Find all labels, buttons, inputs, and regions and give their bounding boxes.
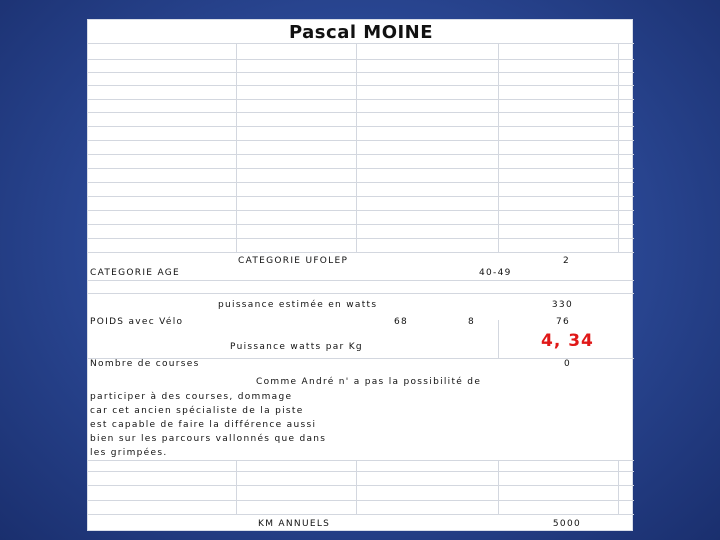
- grid-line: [88, 59, 634, 60]
- grid-line: [498, 320, 499, 358]
- spreadsheet: [87, 19, 633, 531]
- grid-line: [498, 43, 499, 252]
- grid-line: [88, 238, 634, 239]
- grid-line: [88, 514, 634, 515]
- grid-line: [88, 43, 634, 44]
- comment-line: participer à des courses, dommage: [90, 392, 293, 402]
- poids-value-a: 68: [394, 317, 409, 327]
- comment-line: car cet ancien spécialiste de la piste: [90, 406, 304, 416]
- grid-line: [88, 85, 634, 86]
- categorie-age-value: 40-49: [479, 268, 512, 278]
- grid-line: [88, 485, 634, 486]
- courses-label: Nombre de courses: [90, 359, 200, 369]
- grid-line: [88, 182, 634, 183]
- grid-line: [618, 460, 619, 514]
- grid-line: [88, 210, 634, 211]
- grid-line: [88, 72, 634, 73]
- categorie-ufolep-value: 2: [562, 256, 570, 266]
- grid-line: [356, 43, 357, 252]
- poids-label: POIDS avec Vélo: [90, 317, 184, 327]
- grid-line: [88, 280, 634, 281]
- grid-line: [88, 112, 634, 113]
- grid-line: [88, 252, 634, 253]
- grid-line: [88, 140, 634, 141]
- ratio-label: Puissance watts par Kg: [230, 342, 363, 352]
- grid-line: [236, 43, 237, 252]
- comment-line: est capable de faire la différence aussi: [90, 420, 317, 430]
- poids-value-b: 8: [468, 317, 476, 327]
- grid-line: [88, 99, 634, 100]
- puissance-label: puissance estimée en watts: [218, 300, 378, 310]
- categorie-ufolep-label: CATEGORIE UFOLEP: [238, 256, 349, 266]
- grid-line: [88, 154, 634, 155]
- grid-line: [356, 460, 357, 514]
- grid-line: [498, 460, 499, 514]
- grid-line: [88, 126, 634, 127]
- grid-line: [618, 43, 619, 252]
- comment-first-line: Comme André n' a pas la possibilité de: [256, 377, 482, 387]
- ratio-value: 4, 34: [541, 331, 594, 351]
- comment-line: les grimpées.: [90, 448, 168, 458]
- puissance-value: 330: [551, 300, 573, 310]
- grid-line: [88, 293, 634, 294]
- grid-line: [88, 224, 634, 225]
- grid-line: [88, 196, 634, 197]
- km-value: 5000: [552, 519, 581, 529]
- courses-value: 0: [563, 359, 571, 369]
- grid-line: [88, 500, 634, 501]
- page-title: Pascal MOINE: [288, 22, 434, 43]
- categorie-age-label: CATEGORIE AGE: [90, 268, 180, 278]
- grid-line: [88, 471, 634, 472]
- grid-line: [88, 168, 634, 169]
- grid-line: [88, 460, 634, 461]
- grid-line: [236, 460, 237, 514]
- comment-line: bien sur les parcours vallonnés que dans: [90, 434, 327, 444]
- km-label: KM ANNUELS: [258, 519, 331, 529]
- poids-total: 76: [555, 317, 570, 327]
